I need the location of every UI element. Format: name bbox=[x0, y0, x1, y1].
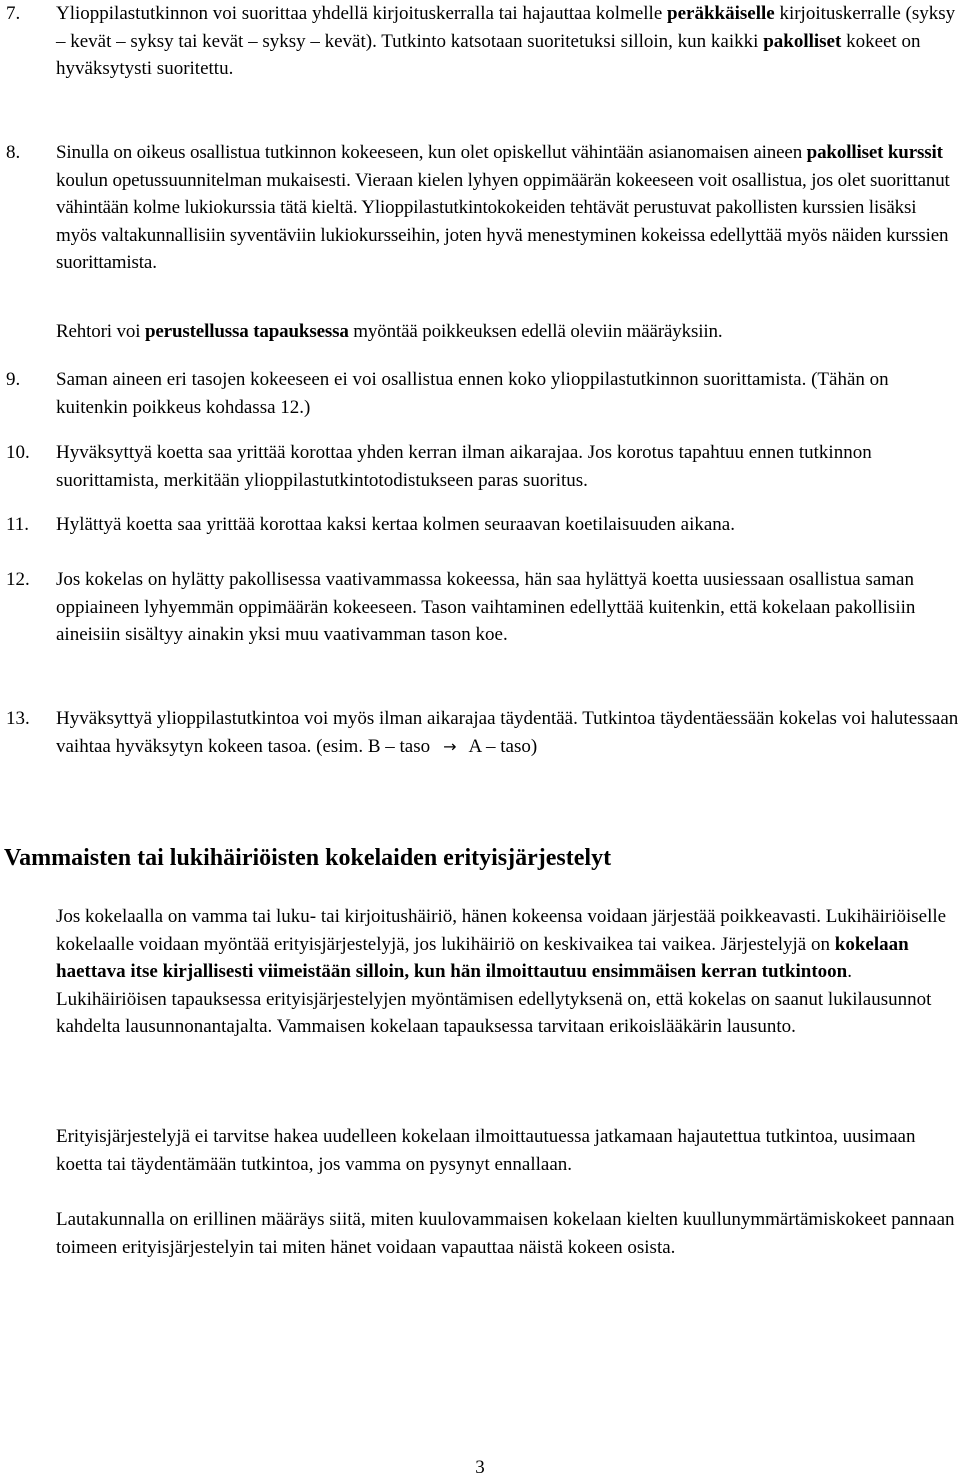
bold-term: pakolliset kurssit bbox=[806, 142, 943, 163]
item-8-note: Rehtori voi perustellussa tapauksessa myöntää poikkeuksen edellä oleviin määräyksiin. bbox=[56, 321, 723, 342]
item-text: Hyväksyttyä koetta saa yrittää korottaa yhden kerran ilman aikarajaa. Jos korotus tapahtuu ennen tutkinnon suorittamista, merkitään ylioppilastutkintotodistukseen paras suoritus. bbox=[56, 442, 872, 491]
item-number: 13. bbox=[6, 708, 30, 729]
arrow-right-icon: → bbox=[443, 736, 457, 756]
list-item-10 bbox=[0, 439, 960, 494]
item-text: Saman aineen eri tasojen kokeeseen ei voi osallistua ennen koko ylioppilastutkinnon suorittamista. (Tähän on kuitenkin poikkeus kohdassa 12.) bbox=[56, 369, 889, 418]
list-item-11 bbox=[0, 511, 960, 539]
bold-term: peräkkäiselle bbox=[667, 3, 775, 24]
bold-term: kokelaan haettava itse kirjallisesti viimeistään silloin, kun hän ilmoittautuu ensimmäisen kerran tutkintoon bbox=[56, 933, 909, 982]
bold-term: perustellussa tapauksessa bbox=[144, 321, 349, 342]
section-paragraph-1: Jos kokelaalla on vamma tai luku- tai kirjoitushäiriö, hänen kokeensa voidaan järjestää poikkeavasti. Lukihäiriöiselle kokelaalle voidaan myöntää erityisjärjestelyjä, jos lukihäiriö on keskivaikea tai vaikea. Järjestelyjä on kokelaan haettava itse kirjallisesti viimeistään silloin, kun hän ilmoittautuu ensimmäisen kerran tutkintoon. Lukihäiriöisen tapauksessa erityisjärjestelyjen myöntämisen edellytyksenä on, että kokelas on saanut lukilausunnot kahdelta lausunnonantajalta. Vammaisen kokelaan tapauksessa tarvitaan erikoislääkärin lausunto. bbox=[56, 906, 947, 1037]
item-text: Hylättyä koetta saa yrittää korottaa kaksi kertaa kolmen seuraavan koetilaisuuden aikana. bbox=[56, 514, 735, 535]
list-item-7 bbox=[0, 0, 960, 83]
item-text: Ylioppilastutkinnon voi suorittaa yhdellä kirjoituskerralla tai hajauttaa kolmelle peräkkäiselle kirjoituskerralle (syksy – kevät – syksy tai kevät – syksy – kevät). Tutkinto katsotaan suoritetuksi silloin, kun kaikki pakolliset kokeet on hyväksytysti suoritettu. bbox=[56, 3, 956, 79]
item-number: 10. bbox=[6, 442, 30, 463]
bold-term: pakolliset bbox=[763, 30, 842, 52]
item-number: 8. bbox=[6, 142, 21, 163]
list-item-13 bbox=[0, 705, 960, 760]
item-number: 9. bbox=[6, 369, 21, 390]
item-number: 7. bbox=[6, 3, 21, 24]
list-item-8 bbox=[0, 139, 960, 277]
page-number: 3 bbox=[475, 1457, 485, 1478]
list-item-12 bbox=[0, 566, 960, 649]
item-text: Hyväksyttyä ylioppilastutkintoa voi myös ilman aikarajaa täydentää. Tutkintoa täydentäessään kokelas voi halutessaan vaihtaa hyväksytyn kokeen tasoa. (esim. B – taso → A – taso) bbox=[56, 705, 960, 760]
list-item-9 bbox=[0, 366, 960, 421]
item-text: Sinulla on oikeus osallistua tutkinnon kokeeseen, kun olet opiskellut vähintään asianomaisen aineen pakolliset kurssit koulun opetussuunnitelman mukaisesti. Vieraan kielen lyhyen oppimäärän kokeeseen voit osallistua, jos olet suorittanut vähintään kolme lukiokurssia tätä kieltä. Ylioppilastutkintokokeiden tehtävät perustuvat pakollisten kurssien lisäksi myös valtakunnallisiin syventäviin lukiokursseihin, joten hyvä menestyminen kokeissa edellyttää myös näiden kurssien suorittamista. bbox=[56, 142, 950, 273]
section-paragraph-3: Lautakunnalla on erillinen määräys siitä, miten kuulovammaisen kokelaan kielten kuullunymmärtämiskokeet pannaan toimeen erityisjärjestelyin tai miten hänet voidaan vapauttaa näistä kokeen osista. bbox=[56, 1209, 955, 1258]
section-heading: Vammaisten tai lukihäiriöisten kokelaiden erityisjärjestelyt bbox=[4, 845, 612, 871]
section-paragraph-2: Erityisjärjestelyjä ei tarvitse hakea uudelleen kokelaan ilmoittautuessa jatkamaan hajautettua tutkintoa, uusimaan koetta tai täydentämään tutkintoa, jos vamma on pysynyt ennallaan. bbox=[56, 1126, 916, 1175]
item-text: Jos kokelas on hylätty pakollisessa vaativammassa kokeessa, hän saa hylättyä koetta uusiessaan osallistua saman oppiaineen lyhyemmän oppimäärän kokeeseen. Tason vaihtaminen edellyttää kuitenkin, että kokelaan pakollisiin aineisiin sisältyy ainakin yksi muu vaativamman tason koe. bbox=[56, 569, 916, 645]
item-number: 11. bbox=[6, 514, 30, 535]
item-number: 12. bbox=[6, 569, 30, 590]
